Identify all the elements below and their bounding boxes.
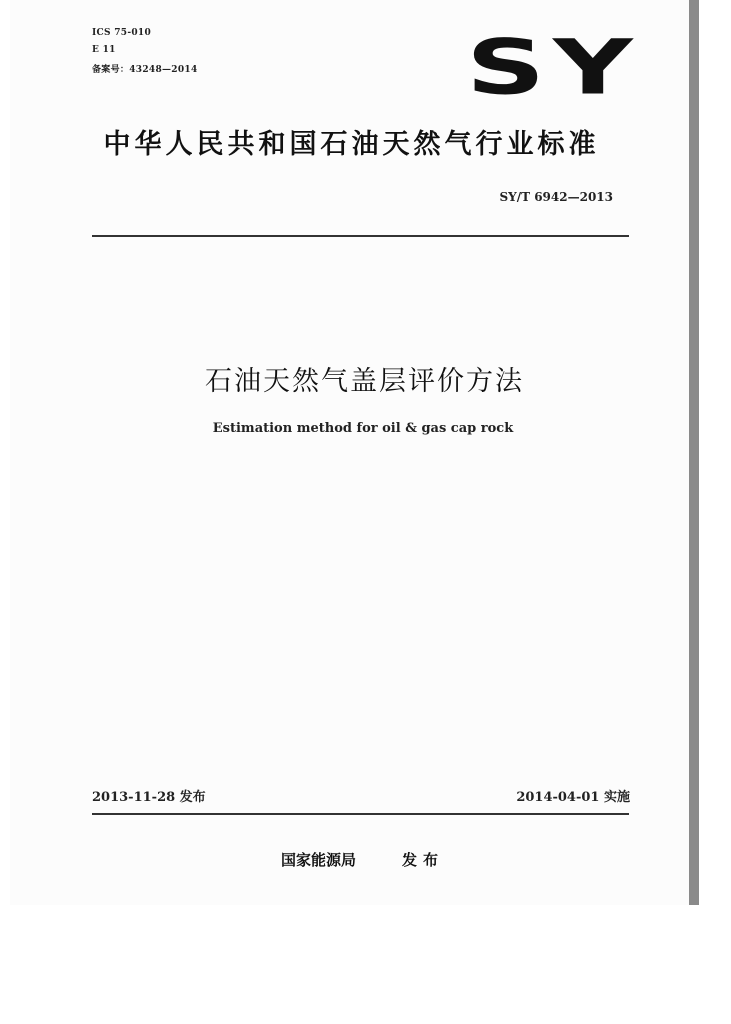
title-chinese: [0, 359, 731, 398]
title-chinese-text: 石油天然气盖层评价方法: [205, 366, 524, 397]
ics-code: ICS 75-010: [92, 28, 152, 38]
issue-date: 2013-11-28 发布: [92, 790, 206, 805]
publisher-name: 国家能源局: [281, 851, 357, 869]
top-divider: [92, 235, 629, 237]
publish-label: 发布: [402, 851, 445, 869]
sy-logo: SY: [466, 24, 641, 113]
title-english-text: Estimation method for oil & gas cap rock: [212, 421, 514, 436]
bottom-divider: [92, 813, 629, 815]
classification-code: E 11: [92, 45, 116, 55]
implementation-date: 2014-04-01 实施: [516, 790, 630, 805]
title-english: [0, 421, 731, 436]
standard-class-heading: [0, 122, 731, 161]
record-number: 备案号：43248—2014: [92, 65, 198, 75]
standard-class-text: 中华人民共和国石油天然气行业标准: [103, 129, 600, 160]
standard-number: SY/T 6942—2013: [499, 190, 613, 204]
